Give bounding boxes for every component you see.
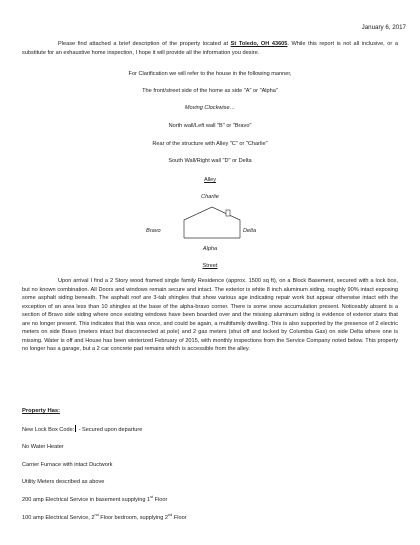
diagram-charlie-label: Charlie (201, 194, 219, 200)
lockbox-item (22, 425, 142, 434)
intro-text-end: . While this report is not all inclusive, or a substitute for an exhaustive home inspection, I hope it will provide all the information you desire. (22, 41, 398, 56)
letter-date: January 6, 2017 (361, 24, 406, 31)
intro-paragraph (22, 40, 398, 57)
rear-side-line: Rear of the structure with Alley "C" or "Charlie" (152, 141, 268, 147)
property-description: Upon arrival I find a 2 Story wood framed single family Residence (approx. 1500 sq ft), on a Block Basement, secured with a lock box, but no known combination. All Doors and windows remain secure and intact. The exterior is white 8 inch aluminum siding, roughly 90% intact exposing some asphalt siding beneath. The asphalt roof are 3-tab shingles that show various age indicating repair work but appear otherwise intact with the exception of an area less than 10 shingles at the base of the alpha-bravo corner. There is some snow accumulation present. Noticeably absent is a section of Bravo side siding where once existing windows have been boarded over and the missing aluminum siding is evidence of exterior stairs that are no longer present. This indicates that this was once, and could be again, a multifamily dwelling. This is also supported by the presence of 2 electric meters on side Bravo (meters intact but disconnected at pole) and 2 gas meters (shut off and locked by Columbia Gas) on side Delta where one is missing. Water is off and House has been winterized February of 2015, with monthly inspections from the Service Company noted below. This property no longer has a garage, but a 2 car concrete pad remains which is accessible from the alley. (22, 278, 398, 353)
clarification-line: For Clarification we will refer to the house in the following manner, (128, 71, 292, 77)
electrical-100-item: 100 amp Electrical Service, 2nd Floor bedroom, supplying 2nd Floor (22, 513, 187, 521)
text-cursor-icon (75, 425, 76, 432)
house-diagram-icon (182, 204, 242, 244)
property-address: St Toledo, OH 43605 (230, 41, 288, 47)
diagram-alpha-label: Alpha (202, 246, 218, 252)
property-has-heading: Property Has: (22, 408, 61, 414)
diagram-alley-label: Alley (203, 177, 217, 183)
front-side-line: The front/street side of the home as side "A" or "Alpha" (142, 88, 278, 94)
moving-clockwise-line: Moving Clockwise… (184, 105, 236, 111)
lockbox-note: - Secured upon departure (77, 427, 143, 433)
lockbox-label: New Lock Box Code: (22, 427, 75, 433)
north-wall-line: North wall/Left wall "B" or "Bravo" (168, 123, 252, 129)
furnace-item: Carrier Furnace with intact Ductwork (22, 462, 113, 468)
water-heater-item: No Water Heater (22, 444, 64, 450)
diagram-bravo-label: Bravo (146, 228, 161, 234)
diagram-delta-label: Delta (243, 228, 257, 234)
diagram-street-label: Street (202, 263, 218, 269)
intro-text-start: Please find attached a brief description of the property located at (58, 41, 231, 47)
south-wall-line: South Wall/Right wall "D" or Delta (168, 158, 252, 164)
electrical-200-item: 200 amp Electrical Service in basement supplying 1st Floor (22, 495, 168, 503)
meters-item: Utility Meters described as above (22, 479, 105, 485)
